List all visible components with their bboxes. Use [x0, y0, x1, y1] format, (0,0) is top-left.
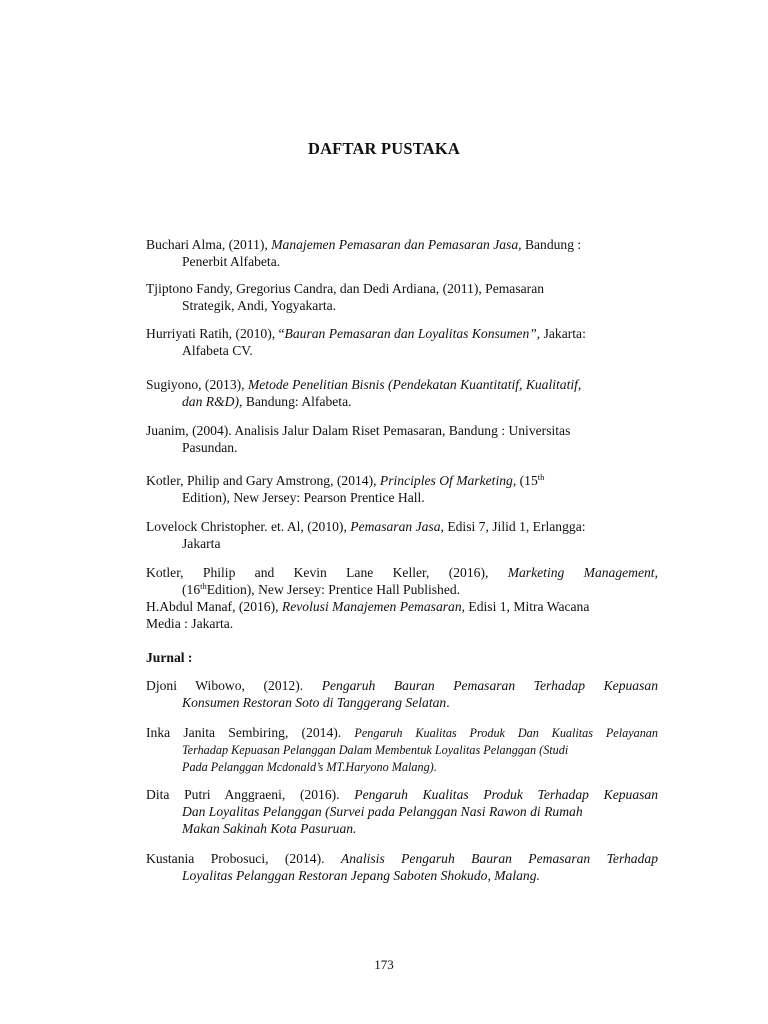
ref-title: Principles Of Marketing, — [379, 473, 517, 488]
reference-entry — [146, 422, 658, 456]
page-title: DAFTAR PUSTAKA — [307, 139, 461, 158]
ref-title: Marketing Management — [507, 565, 655, 580]
journal-author: Inka Janita Sembiring, (2014). — [146, 725, 355, 740]
ref-publisher: Bandung : — [521, 237, 582, 252]
journal-title-cont: Terhadap Kepuasan Pelanggan Dalam Membentuk Loyalitas Pelanggan (Studi — [182, 743, 569, 757]
ref-line: Tjiptono Fandy, Gregorius Candra, dan Dedi Ardiana, (2011), Pemasaran — [146, 281, 545, 296]
journal-title: Analisis Pengaruh Bauran Pemasaran Terhadap — [340, 851, 658, 866]
journal-entry — [146, 850, 658, 884]
reference-entry — [146, 236, 658, 270]
journal-title-cont: Makan Sakinah Kota Pasuruan. — [182, 821, 357, 836]
reference-entry: Kotler, Philip and Kevin Lane Keller, (2016), Marketing Management, (16thEdition), New Jersey: Prentice Hall Published. — [146, 565, 658, 597]
journal-title-cont: Konsumen Restoran Soto di Tanggerang Selatan — [182, 695, 447, 710]
ref-author: Lovelock Christopher. et. Al, (2010), — [146, 519, 351, 534]
journal-title: Pengaruh Kualitas Produk Dan Kualitas Pelayanan — [354, 726, 658, 740]
journal-title: Pengaruh Kualitas Produk Terhadap Kepuasan — [354, 787, 658, 802]
ref-line: Juanim, (2004). Analisis Jalur Dalam Riset Pemasaran, Bandung : Universitas — [146, 423, 571, 438]
ref-publisher: , Bandung: Alfabeta. — [239, 394, 352, 409]
ref-continuation: Alfabeta CV. — [182, 343, 253, 358]
reference-entry: Kotler, Philip and Gary Amstrong, (2014), Principles Of Marketing, (15th Edition), New Jersey: Pearson Prentice Hall. — [146, 472, 658, 506]
ref-continuation: Jakarta — [182, 536, 221, 551]
ref-author: H.Abdul Manaf, (2016), — [146, 599, 282, 614]
ref-publisher: , Edisi 7, Jilid 1, Erlangga: — [440, 519, 586, 534]
journal-title-cont: Dan Loyalitas Pelanggan (Survei pada Pelanggan Nasi Rawon di Rumah — [182, 804, 583, 819]
journal-entry — [146, 786, 658, 837]
reference-entry — [146, 376, 658, 410]
ref-author: Buchari Alma, (2011), — [146, 237, 272, 252]
journal-author: Djoni Wibowo, (2012). — [146, 678, 322, 693]
ref-author: Kotler, Philip and Gary Amstrong, (2014), — [146, 473, 380, 488]
journal-heading: Jurnal : — [146, 650, 193, 665]
ref-title: Pemasaran Jasa — [350, 519, 441, 534]
ref-continuation: Media : Jakarta. — [146, 616, 234, 631]
ref-title: Metode Penelitian Bisnis (Pendekatan Kuantitatif, Kualitatif, — [247, 377, 582, 392]
ref-title: Bauran Pemasaran dan Loyalitas Konsumen — [284, 326, 530, 341]
ref-title: Revolusi Manajemen Pemasaran — [281, 599, 462, 614]
ref-title: Manajemen Pemasaran dan Pemasaran Jasa, — [271, 237, 522, 252]
ref-continuation: Penerbit Alfabeta. — [182, 254, 281, 269]
ref-continuation: Pasundan. — [182, 440, 238, 455]
reference-entry: Hurriyati Ratih, (2010), “Bauran Pemasaran dan Loyalitas Konsumen”, Jakarta: Alfabeta CV. — [146, 325, 658, 359]
ref-author: Sugiyono, (2013), — [146, 377, 248, 392]
ref-continuation: Strategik, Andi, Yogyakarta. — [182, 298, 337, 313]
reference-entry — [146, 280, 658, 314]
ordinal-superscript: th — [537, 472, 545, 482]
ref-title-cont: dan R&D) — [182, 394, 240, 409]
ref-continuation: Edition), New Jersey: Prentice Hall Published. — [206, 582, 461, 597]
ref-author: Hurriyati Ratih, (2010), “ — [146, 326, 285, 341]
ref-author: Kotler, Philip and Kevin Lane Keller, (2016), — [146, 565, 508, 580]
journal-entry: Djoni Wibowo, (2012). Pengaruh Bauran Pemasaran Terhadap Kepuasan Konsumen Restoran Soto di Tanggerang Selatan. — [146, 678, 658, 710]
journal-author: Kustania Probosuci, (2014). — [146, 851, 341, 866]
reference-entry — [146, 518, 658, 552]
reference-entry — [146, 598, 658, 632]
journal-author: Dita Putri Anggraeni, (2016). — [146, 787, 355, 802]
ref-continuation: Edition), New Jersey: Pearson Prentice Hall. — [182, 490, 425, 505]
journal-title: Pengaruh Bauran Pemasaran Terhadap Kepuasan — [321, 678, 658, 693]
ordinal-superscript: th — [200, 581, 207, 591]
ref-publisher: Jakarta: — [540, 326, 586, 341]
journal-title-cont: Loyalitas Pelanggan Restoran Jepang Saboten Shokudo, Malang. — [182, 868, 540, 883]
journal-title-cont: Pada Pelanggan Mcdonald’s MT.Haryono Malang). — [182, 760, 437, 774]
ref-publisher: , Edisi 1, Mitra Wacana — [461, 599, 590, 614]
page-number: 173 — [374, 957, 394, 972]
journal-entry — [146, 724, 658, 776]
